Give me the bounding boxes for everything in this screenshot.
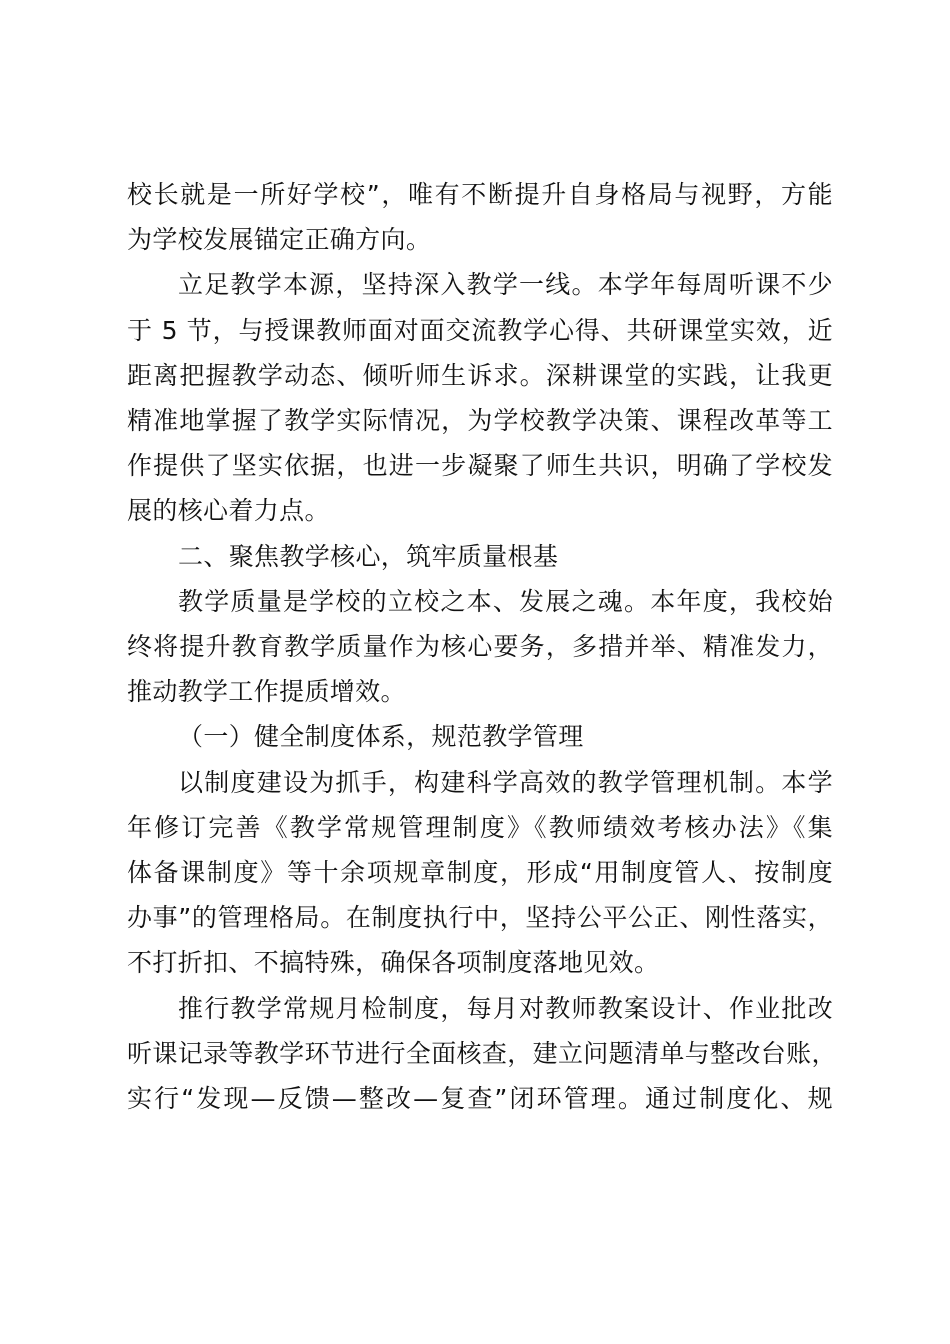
text-line: 立足教学本源，坚持深入教学一线。本学年每周听课不少 (178, 270, 833, 300)
text-line: 距离把握教学动态、倾听师生诉求。深耕课堂的实践，让我更 (127, 360, 833, 390)
section-heading-2 (127, 534, 833, 579)
text-line: 展的核心着力点。 (127, 496, 330, 526)
text-line: 听课记录等教学环节进行全面核查，建立问题清单与整改台账， (127, 1038, 837, 1068)
heading-text: 二、聚焦教学核心，筑牢质量根基 (178, 541, 559, 571)
text-line: 实行“发现—反馈—整改—复查”闭环管理。通过制度化、规 (127, 1084, 833, 1114)
paragraph-teaching-frontline (127, 262, 833, 533)
paragraph-teaching-quality (127, 579, 833, 715)
text-line: 办事”的管理格局。在制度执行中，坚持公平公正、刚性落实， (127, 903, 833, 933)
text-line: 不打折扣、不搞特殊，确保各项制度落地见效。 (127, 948, 660, 978)
text-line: 以制度建设为抓手，构建科学高效的教学管理机制。本学 (178, 767, 833, 797)
paragraph-continuation (127, 172, 833, 262)
heading-text: （一）健全制度体系，规范教学管理 (178, 722, 584, 752)
paragraph-system-building (127, 760, 833, 986)
text-line: 为学校发展锚定正确方向。 (127, 225, 432, 255)
text-line: 作提供了坚实依据，也进一步凝聚了师生共识，明确了学校发 (127, 451, 833, 481)
text-line: 校长就是一所好学校”，唯有不断提升自身格局与视野，方能 (127, 180, 833, 209)
text-line: 终将提升教育教学质量作为核心要务，多措并举、精准发力， (127, 632, 833, 662)
text-line: 推动教学工作提质增效。 (127, 677, 406, 707)
paragraph-monthly-inspection (127, 986, 837, 1122)
text-line: 于 5 节，与授课教师面对面交流教学心得、共研课堂实效，近 (127, 315, 833, 345)
text-line: 推行教学常规月检制度，每月对教师教案设计、作业批改 (178, 993, 833, 1023)
subsection-heading-1 (127, 714, 833, 759)
text-line: 教学质量是学校的立校之本、发展之魂。本年度，我校始 (178, 586, 833, 616)
document-body (127, 172, 837, 1121)
text-line: 精准地掌握了教学实际情况，为学校教学决策、课程改革等工 (127, 406, 833, 436)
text-line: 年修订完善《教学常规管理制度》《教师绩效考核办法》《集 (127, 812, 833, 842)
text-line: 体备课制度》等十余项规章制度，形成“用制度管人、按制度 (127, 858, 833, 888)
